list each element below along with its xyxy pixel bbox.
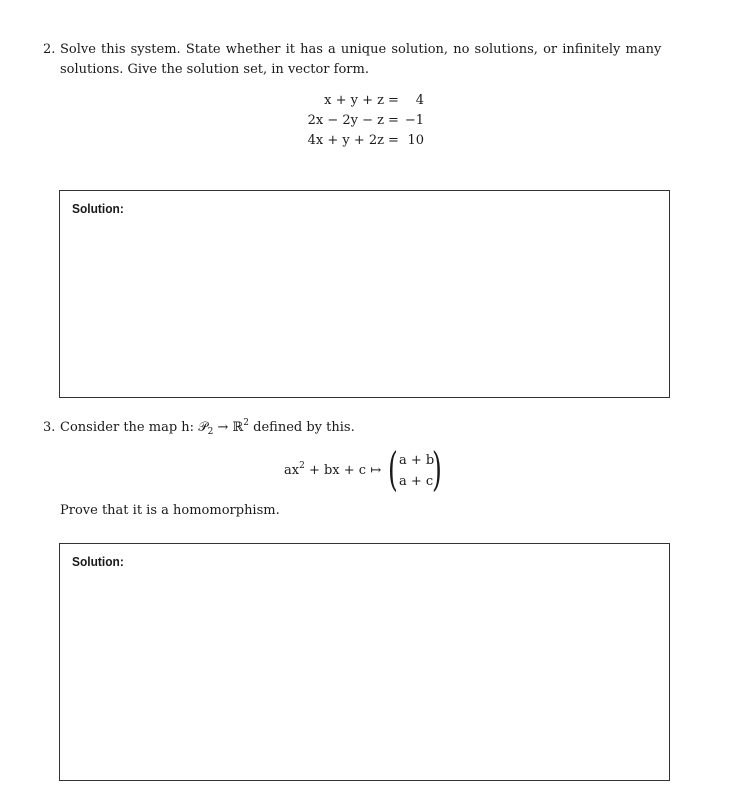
problem-2-text-line-1: Solve this system. State whether it has a unique solution, no solutions, or infinitely many: [60, 42, 662, 57]
solution-label: Solution:: [72, 201, 124, 216]
codomain-space: ℝ: [232, 420, 244, 435]
problem-3-number: 3.: [43, 420, 56, 435]
equation-3-rel: =: [388, 133, 399, 148]
codomain-superscript: 2: [243, 418, 250, 428]
map-lhs-a: ax: [284, 463, 300, 478]
left-parenthesis: (: [388, 442, 398, 496]
intro-prefix: Consider the map h:: [60, 420, 199, 435]
equation-1-rel: =: [388, 93, 399, 108]
equation-1-lhs: x + y + z: [324, 93, 384, 108]
equation-3-rhs: 10: [407, 133, 424, 148]
intro-suffix: defined by this.: [249, 420, 355, 435]
map-arrow: →: [213, 420, 233, 435]
problem-2-text-line-2: solutions. Give the solution set, in vector form.: [60, 62, 369, 77]
problem-2-number: 2.: [43, 42, 56, 57]
problem-3-intro: [60, 418, 355, 439]
vector-bottom-entry: a + c: [399, 474, 434, 489]
domain-subscript: 2: [207, 427, 214, 437]
map-lhs-rest: + bx + c ↦: [304, 463, 382, 478]
map-lhs-superscript: 2: [299, 461, 305, 471]
solution-box-problem-2[interactable]: [59, 190, 670, 398]
solution-label: Solution:: [72, 554, 124, 569]
equation-3-lhs: 4x + y + 2z: [307, 133, 384, 148]
solution-box-problem-3[interactable]: [59, 543, 670, 781]
domain-space: 𝒫: [198, 420, 208, 435]
equation-2-lhs: 2x − 2y − z: [307, 113, 384, 128]
map-formula-lhs: [284, 461, 381, 482]
equation-2-rhs: −1: [404, 113, 424, 128]
equation-2-rel: =: [388, 113, 399, 128]
vector-top-entry: a + b: [399, 453, 435, 468]
equation-1-rhs: 4: [415, 93, 424, 108]
right-parenthesis: ): [432, 442, 442, 496]
prove-instruction: Prove that it is a homomorphism.: [60, 503, 280, 518]
